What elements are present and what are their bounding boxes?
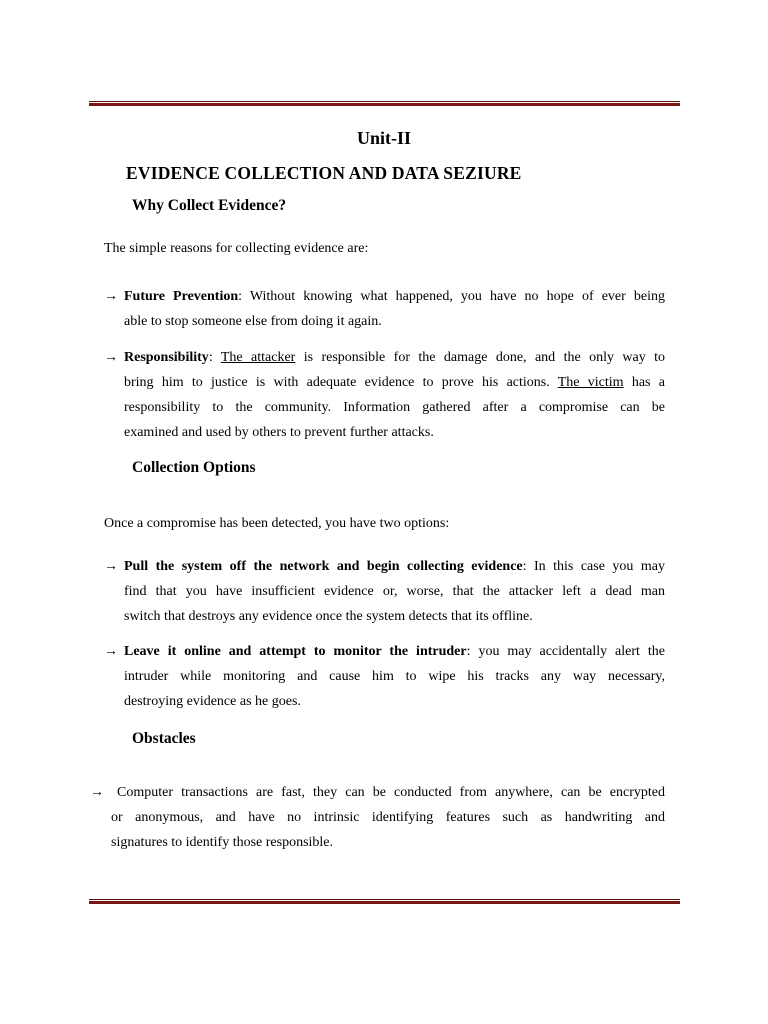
bullet-text: signatures to identify those responsible. <box>111 835 334 850</box>
intro-paragraph: The simple reasons for collecting evidence are: <box>104 241 369 256</box>
footer-rule <box>89 899 680 904</box>
term-responsibility: Responsibility <box>124 350 209 365</box>
header-rule <box>89 101 680 106</box>
bullet-text: : you may accidentally alert the <box>466 644 665 659</box>
list-item-responsibility <box>104 345 665 445</box>
bullet-text: is responsible for the damage done, and the only way to <box>295 350 665 365</box>
list-item-future-prevention <box>104 284 665 334</box>
list-item-leave-online <box>104 639 665 714</box>
options-intro-paragraph: Once a compromise has been detected, you have two options: <box>104 516 450 531</box>
bullet-text: bring him to justice is with adequate evidence to prove his actions. <box>124 375 558 390</box>
term-pull-system: Pull the system off the network and begin collecting evidence <box>124 559 523 574</box>
term-future-prevention: Future Prevention <box>124 289 239 304</box>
section-heading-why: Why Collect Evidence? <box>132 197 287 214</box>
arrow-icon: → <box>104 289 118 304</box>
bullet-text: : Without knowing what happened, you have no hope of ever being <box>238 289 665 304</box>
list-item-computer-transactions <box>90 780 665 855</box>
arrow-icon: → <box>104 350 118 365</box>
main-heading: EVIDENCE COLLECTION AND DATA SEZIURE <box>126 163 522 183</box>
unit-title: Unit-II <box>356 128 411 148</box>
underlined-the-attacker: The attacker <box>220 350 296 365</box>
separator: : <box>208 350 221 365</box>
arrow-icon: → <box>90 785 104 800</box>
bullet-text: Computer transactions are fast, they can be conducted from anywhere, can be encrypted <box>117 785 665 800</box>
arrow-icon: → <box>104 559 118 574</box>
section-heading-collection-options: Collection Options <box>132 459 256 476</box>
list-item-pull-system <box>104 554 665 629</box>
bullet-text: switch that destroys any evidence once the system detects that its offline. <box>124 609 533 624</box>
bullet-text: examined and used by others to prevent further attacks. <box>124 425 434 440</box>
bullet-text: find that you have insufficient evidence or, worse, that the attacker left a dead man <box>124 584 665 599</box>
bullet-text: has a <box>623 375 665 390</box>
underlined-the-victim: The victim <box>557 375 624 390</box>
bullet-text: able to stop someone else from doing it again. <box>124 314 382 329</box>
bullet-text: or anonymous, and have no intrinsic identifying features such as handwriting and <box>111 810 665 825</box>
section-heading-obstacles: Obstacles <box>132 730 196 747</box>
bullet-text: destroying evidence as he goes. <box>124 694 301 709</box>
arrow-icon: → <box>104 644 118 659</box>
bullet-text: : In this case you may <box>522 559 665 574</box>
bullet-text: intruder while monitoring and cause him to wipe his tracks any way necessary, <box>124 669 665 684</box>
term-leave-online: Leave it online and attempt to monitor the intruder <box>124 644 467 659</box>
bullet-text: responsibility to the community. Information gathered after a compromise can be <box>124 400 665 415</box>
